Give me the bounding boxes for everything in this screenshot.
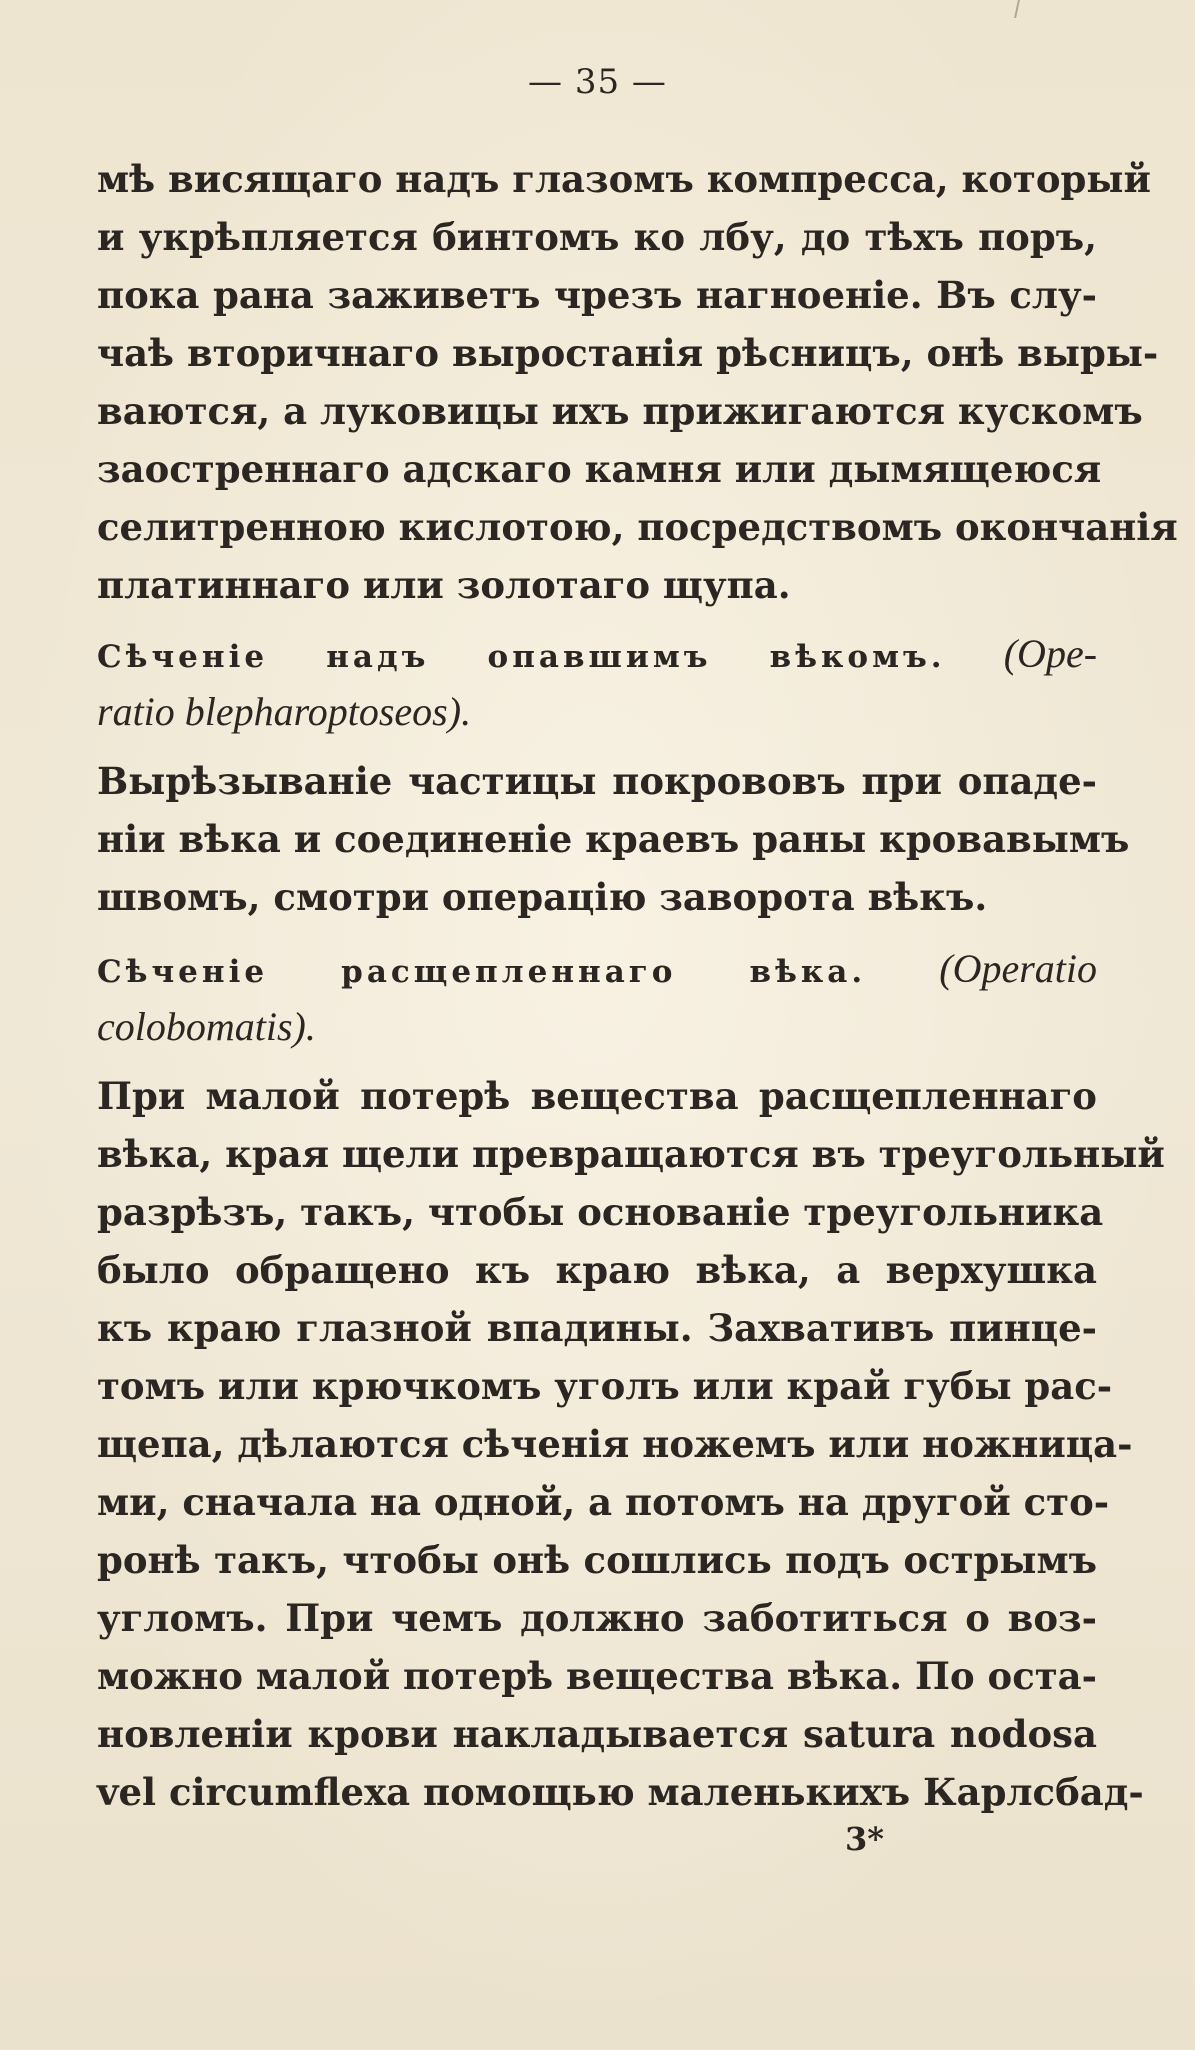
text-line: пока рана заживетъ чрезъ нагноенie. Въ слу- xyxy=(97,273,1097,317)
heading-latin-cont: ratio blepharoptoseos). xyxy=(97,689,472,734)
text-line: было обращено къ краю вѣка, а верхушка xyxy=(97,1248,1097,1292)
text-line: вѣка, края щели превращаются въ треугольный xyxy=(97,1132,1165,1176)
paragraph-1 xyxy=(97,150,1178,614)
paragraph-3 xyxy=(97,1067,1165,1821)
text-line: ваются, а луковицы ихъ прижигаются кускомъ xyxy=(97,389,1143,433)
text-line: разрѣзъ, такъ, чтобы основанiе треугольника xyxy=(97,1190,1104,1234)
page-number: — 35 — xyxy=(528,62,667,102)
text-line: vel circumflexa помощью маленькихъ Карлсбад- xyxy=(97,1770,1144,1814)
paragraph-2 xyxy=(97,752,1130,926)
text-line: швомъ, смотри операцiю заворота вѣкъ. xyxy=(97,875,988,919)
text-line: селитренною кислотою, посредствомъ окончанiя xyxy=(97,505,1178,549)
text-line: угломъ. При чемъ должно заботиться о воз- xyxy=(97,1596,1097,1640)
text-line: мѣ висящаго надъ глазомъ компресса, который xyxy=(97,157,1151,201)
text-line: щепа, дѣлаются сѣченiя ножемъ или ножница- xyxy=(97,1422,1133,1466)
text-line: При малой потерѣ вещества расщепленнаго xyxy=(97,1074,1097,1118)
text-line: новленiи крови накладывается satura nodosa xyxy=(97,1712,1097,1756)
text-line: чаѣ вторичнаго выростанiя рѣсницъ, онѣ выры- xyxy=(97,331,1159,375)
heading-latin: (Ope- xyxy=(1003,631,1098,676)
section-heading-coloboma xyxy=(97,940,1097,1056)
heading-title: Сѣченiе расщепленнаго вѣка. xyxy=(97,954,867,990)
heading-line xyxy=(97,940,1097,998)
text-line: можно малой потерѣ вещества вѣка. По оста- xyxy=(97,1654,1098,1698)
text-line: нiи вѣка и соединенiе краевъ раны кровавымъ xyxy=(97,817,1130,861)
text-line: платиннаго или золотаго щупа. xyxy=(97,563,791,607)
signature-mark: 3* xyxy=(845,1820,884,1858)
text-line: томъ или крючкомъ уголъ или край губы рас- xyxy=(97,1364,1113,1408)
heading-latin: (Operatio xyxy=(939,946,1098,991)
heading-line xyxy=(97,625,1097,683)
heading-latin-cont: colobomatis). xyxy=(97,1004,316,1049)
heading-title: Сѣченiе надъ опавшимъ вѣкомъ. xyxy=(97,639,946,675)
text-line: заостреннаго адскаго камня или дымящеюся xyxy=(97,447,1102,491)
text-line: и укрѣпляется бинтомъ ко лбу, до тѣхъ поръ, xyxy=(97,215,1097,259)
text-line: къ краю глазной впадины. Захвативъ пинце- xyxy=(97,1306,1097,1350)
text-line: ми, сначала на одной, а потомъ на другой сто- xyxy=(97,1480,1110,1524)
section-heading-blepharoptosis xyxy=(97,625,1097,741)
margin-mark xyxy=(1008,0,1020,18)
text-line: ронѣ такъ, чтобы онѣ сошлись подъ острымъ xyxy=(97,1538,1097,1582)
text-line: Вырѣзыванiе частицы покрововъ при опаде- xyxy=(97,759,1097,803)
